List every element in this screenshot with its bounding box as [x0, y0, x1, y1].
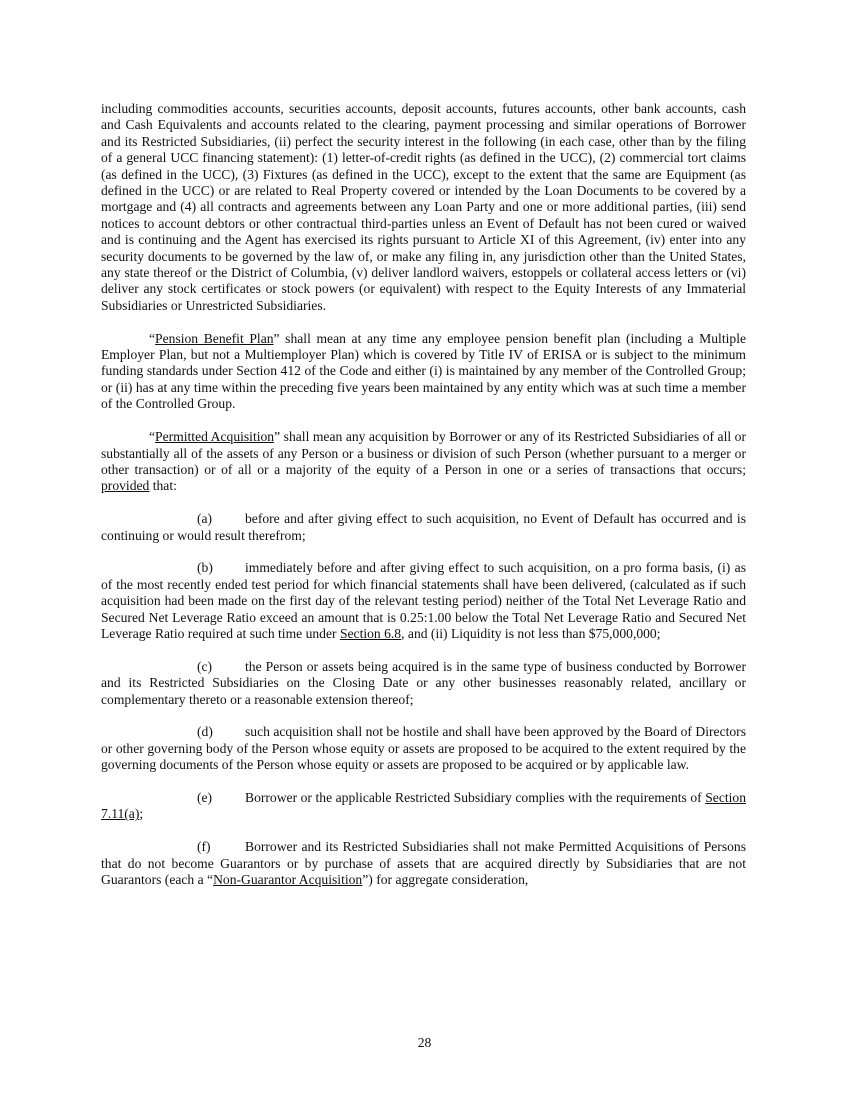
defined-term: Pension Benefit Plan [155, 330, 274, 346]
clause-text: before and after giving effect to such acquisition, no Event of Default has occurred and is continuing or would result therefrom; [101, 511, 746, 543]
intro-paragraph: including commodities accounts, securities accounts, deposit accounts, futures accounts, other bank accounts, cash and Cash Equivalents and accounts related to the clearing, payment processing and similar operations of Borrower and its Restricted Subsidiaries, (ii) perfect the security interest in the following (in each case, other than by the filing of a general UCC financing statement): (1) letter-of-credit rights (as defined in the UCC), (2) commercial tort claims (as defined in the UCC), (3) Fixtures (as defined in the UCC), except to the extent that the same are Equipment (as defined in the UCC) or are related to Real Property covered or intended by the Loan Documents to be covered by a mortgage and (4) all contracts and agreements between any Loan Party and one or more additional parties, (iii) send notices to account debtors or other contractual third-parties unless an Event of Default has not been cured or waived and is continuing and the Agent has exercised its rights pursuant to Article XI of this Agreement, (iv) enter into any security documents to be governed by the law of, or make any filing in, any jurisdiction other than the United States, any state thereof or the District of Columbia, (v) deliver landlord waivers, estoppels or collateral access letters or (vi) deliver any stock certificates or stock powers (or equivalent) with respect to the Equity Interests of any Immaterial Subsidiaries or Unrestricted Subsidiaries. [101, 101, 746, 313]
clause-tail: , and (ii) Liquidity is not less than $75,000,000; [401, 625, 661, 641]
definition-text: ” shall mean at any time any employee pension benefit plan (including a Multiple Employer Plan, but not a Multiemployer Plan) which is covered by Title IV of ERISA or is subject to the minimum funding standards under Section 412 of the Code and either (i) is maintained by any member of the Controlled Group; or (ii) has at any time within the preceding five years been maintained by any entity which was at such time a member of the Controlled Group. [101, 330, 746, 412]
open-quote: “ [149, 330, 156, 346]
clause-text: immediately before and after giving effect to such acquisition, on a pro forma basis, (i) as of the most recently ended test period for which financial statements shall have been delivered, (calculated as if such acquisition had been made on the first day of the relevant testing period) neither of the Total Net Leverage Ratio and Secured Net Leverage Ratio exceed an amount that is 0.25:1.00 below the Total Net Leverage Ratio and Secured Net Leverage Ratio required at such time under [101, 560, 746, 641]
clause-tail: ; [139, 806, 144, 822]
clause-b [101, 560, 746, 642]
section-reference: Section 7.11(a) [101, 789, 746, 822]
clause-text: Borrower or the applicable Restricted Subsidiary complies with the requirements of [245, 789, 706, 805]
clause-text: such acquisition shall not be hostile and shall have been approved by the Board of Directors or other governing body of the Person whose equity or assets are proposed to be acquired to the extent required by the governing documents of the Person whose equity or assets are proposed to be acquired or by applicable law. [101, 724, 746, 773]
clause-f [101, 839, 746, 888]
definition-end: that: [149, 478, 177, 494]
definition-pension-benefit-plan [101, 331, 746, 413]
definition-permitted-acquisition [101, 429, 746, 495]
clause-c [101, 659, 746, 708]
clause-label: (a) [197, 511, 213, 527]
clause-tail: ”) for aggregate consideration, [362, 871, 529, 887]
open-quote: “ [149, 429, 156, 445]
clause-label: (c) [197, 658, 213, 674]
clause-d [101, 724, 746, 773]
page-number: 28 [417, 1035, 432, 1050]
clause-label: (e) [197, 789, 213, 805]
clause-text: the Person or assets being acquired is in the same type of business conducted by Borrower and its Restricted Subsidiaries on the Closing Date or any other businesses reasonably related, ancillary or complementary thereto or a reasonable extension thereof; [101, 658, 746, 707]
clause-label: (f) [197, 839, 211, 855]
defined-term: Permitted Acquisition [155, 429, 275, 445]
provided-term: provided [101, 478, 150, 494]
document-page [101, 101, 746, 905]
defined-term: Non-Guarantor Acquisition [213, 871, 363, 887]
clause-label: (d) [197, 724, 213, 740]
clause-e [101, 790, 746, 823]
clause-text: Borrower and its Restricted Subsidiaries shall not make Permitted Acquisitions of Persons that do not become Guarantors or by purchase of assets that are acquired directly by Subsidiaries that are not Guarantors (each a “ [101, 839, 746, 887]
definition-text: ” shall mean any acquisition by Borrower or any of its Restricted Subsidiaries of all or substantially all of the assets of any Person or a business or division of such Person (whether pursuant to a merger or other transaction) or of all or a majority of the equity of a Person in one or a series of transactions that occurs; [101, 429, 746, 477]
clause-label: (b) [197, 560, 213, 576]
section-reference: Section 6.8 [339, 625, 402, 641]
clause-a [101, 511, 746, 544]
